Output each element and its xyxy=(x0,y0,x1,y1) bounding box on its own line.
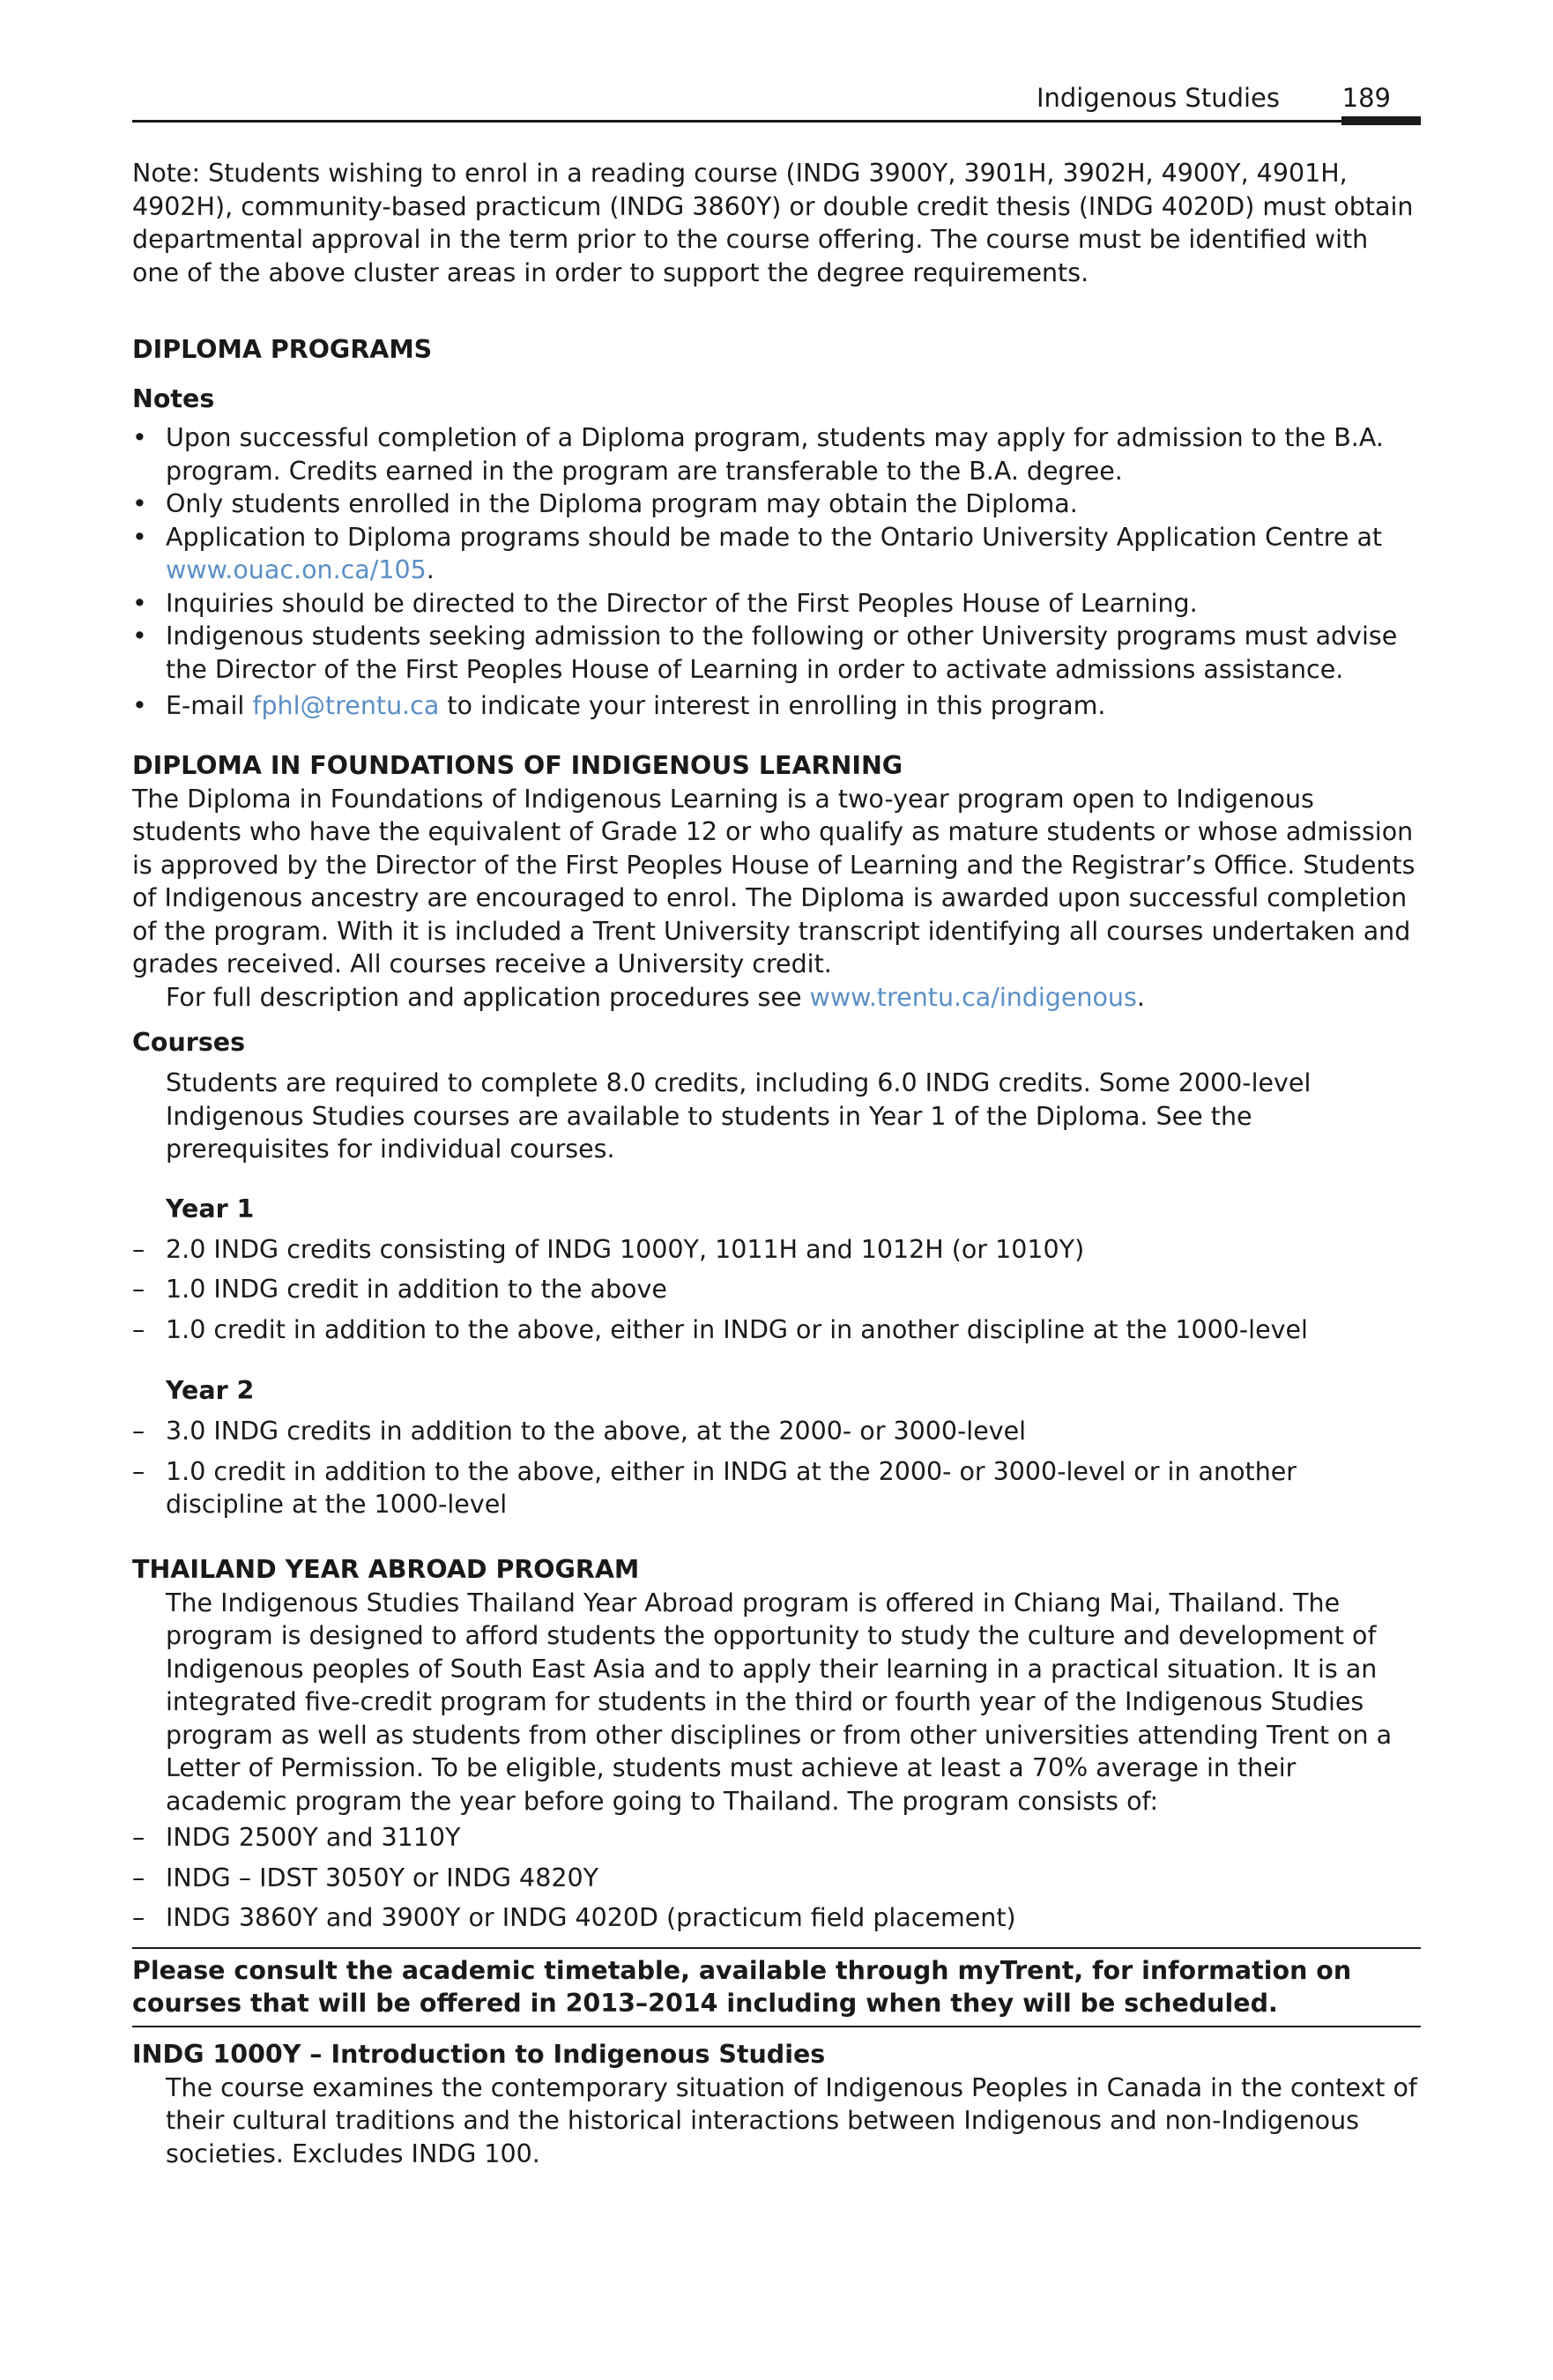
year1-heading: Year 1 xyxy=(166,1194,255,1223)
header-rule xyxy=(132,120,1421,123)
year1-list xyxy=(132,1233,1421,1347)
list-item: • Only students enrolled in the Diploma program may obtain the Diploma. xyxy=(132,487,1421,521)
note-paragraph: Note: Students wishing to enrol in a reading course (INDG 3900Y, 3901H, 3902H, 4900Y, 4901H, 4902H), community-based practicum (INDG 3860Y) or double credit thesis (INDG 4020D) must obtain departmental approval in the term prior to the course offering. The course must be identified with one of the above cluster areas in order to support the degree requirements. xyxy=(132,159,1414,287)
course-description: The course examines the contemporary situation of Indigenous Peoples in Canada in the context of their cultural traditions and the historical interactions between Indigenous and non-Indigenous societies. Excludes INDG 100. xyxy=(166,2072,1417,2168)
list-item: – 1.0 credit in addition to the above, either in INDG or in another discipline at the 1000-level xyxy=(132,1313,1421,1347)
ouac-link[interactable]: www.ouac.on.ca/105 xyxy=(166,555,427,584)
list-item: • Inquiries should be directed to the Director of the First Peoples House of Learning. xyxy=(132,587,1421,621)
list-item: – 1.0 INDG credit in addition to the above xyxy=(132,1273,1421,1306)
courses-paragraph: Students are required to complete 8.0 credits, including 6.0 INDG credits. Some 2000-level Indigenous Studies courses are available to students in Year 1 of the Diploma. See the prerequisites for individual courses. xyxy=(166,1068,1312,1164)
list-item: – INDG – IDST 3050Y or INDG 4820Y xyxy=(132,1862,1421,1895)
list-item: • E-mail fphl@trentu.ca to indicate your interest in enrolling in this program. xyxy=(132,689,1421,723)
list-item: • Upon successful completion of a Diploma program, students may apply for admission to the B.A. program. Credits earned in the program are transferable to the B.A. degree. xyxy=(132,421,1421,487)
thailand-heading: THAILAND YEAR ABROAD PROGRAM xyxy=(132,1554,640,1584)
list-item: – 3.0 INDG credits in addition to the above, at the 2000- or 3000-level xyxy=(132,1415,1421,1448)
list-item: – INDG 3860Y and 3900Y or INDG 4020D (practicum field placement) xyxy=(132,1901,1421,1935)
header-title: Indigenous Studies xyxy=(1036,83,1280,113)
running-header xyxy=(132,81,1421,123)
foundations-heading: DIPLOMA IN FOUNDATIONS OF INDIGENOUS LEARNING xyxy=(132,750,903,780)
notes-heading: Notes xyxy=(132,384,215,413)
header-accent-bar xyxy=(1341,116,1421,125)
indigenous-link[interactable]: www.trentu.ca/indigenous xyxy=(809,982,1137,1012)
thailand-paragraph: The Indigenous Studies Thailand Year Abroad program is offered in Chiang Mai, Thailand. The program is designed to afford students the opportunity to study the culture and development of Indigenous peoples of South East Asia and to apply their learning in a practical situation. It is an integrated five-credit program for students in the third or fourth year of the Indigenous Studies program as well as students from other disciplines or from other universities attending Trent on a Letter of Permission. To be eligible, students must achieve at least a 70% average in their academic program the year before going to Thailand. The program consists of: xyxy=(166,1588,1393,1816)
full-description-line: For full description and application procedures see www.trentu.ca/indigenous. xyxy=(166,982,1145,1012)
list-item: – 1.0 credit in addition to the above, either in INDG at the 2000- or 3000-level or in another discipline at the 1000-level xyxy=(132,1455,1421,1521)
course-title: INDG 1000Y – Introduction to Indigenous Studies xyxy=(132,2039,826,2069)
main-content xyxy=(132,157,1421,2170)
list-item: • Indigenous students seeking admission to the following or other University programs must advise the Director of the First Peoples House of Learning in order to activate admissions assistance. xyxy=(132,620,1421,686)
courses-heading: Courses xyxy=(132,1028,246,1057)
list-item: – INDG 2500Y and 3110Y xyxy=(132,1821,1421,1855)
thailand-list xyxy=(132,1821,1421,1935)
email-link[interactable]: fphl@trentu.ca xyxy=(252,691,440,720)
timetable-note: Please consult the academic timetable, available through myTrent, for information on courses that will be offered in 2013–2014 including when they will be scheduled. xyxy=(132,1955,1352,2018)
list-item: – 2.0 INDG credits consisting of INDG 1000Y, 1011H and 1012H (or 1010Y) xyxy=(132,1233,1421,1267)
diploma-programs-heading: DIPLOMA PROGRAMS xyxy=(132,335,433,364)
foundations-paragraph: The Diploma in Foundations of Indigenous Learning is a two-year program open to Indigenous students who have the equivalent of Grade 12 or who qualify as mature students or whose admission is approved by the Director of the First Peoples House of Learning and the Registrar’s Office. Students of Indigenous ancestry are encouraged to enrol. The Diploma is awarded upon successful completion of the program. With it is included a Trent University transcript identifying all courses undertaken and grades received. All courses receive a University credit. xyxy=(132,784,1416,978)
year2-list xyxy=(132,1415,1421,1521)
year2-heading: Year 2 xyxy=(166,1376,255,1405)
notes-list xyxy=(132,421,1421,723)
page-number: 189 xyxy=(1341,83,1391,113)
list-item: • Application to Diploma programs should be made to the Ontario University Application Centre at www.ouac.on.ca/105. xyxy=(132,521,1421,587)
